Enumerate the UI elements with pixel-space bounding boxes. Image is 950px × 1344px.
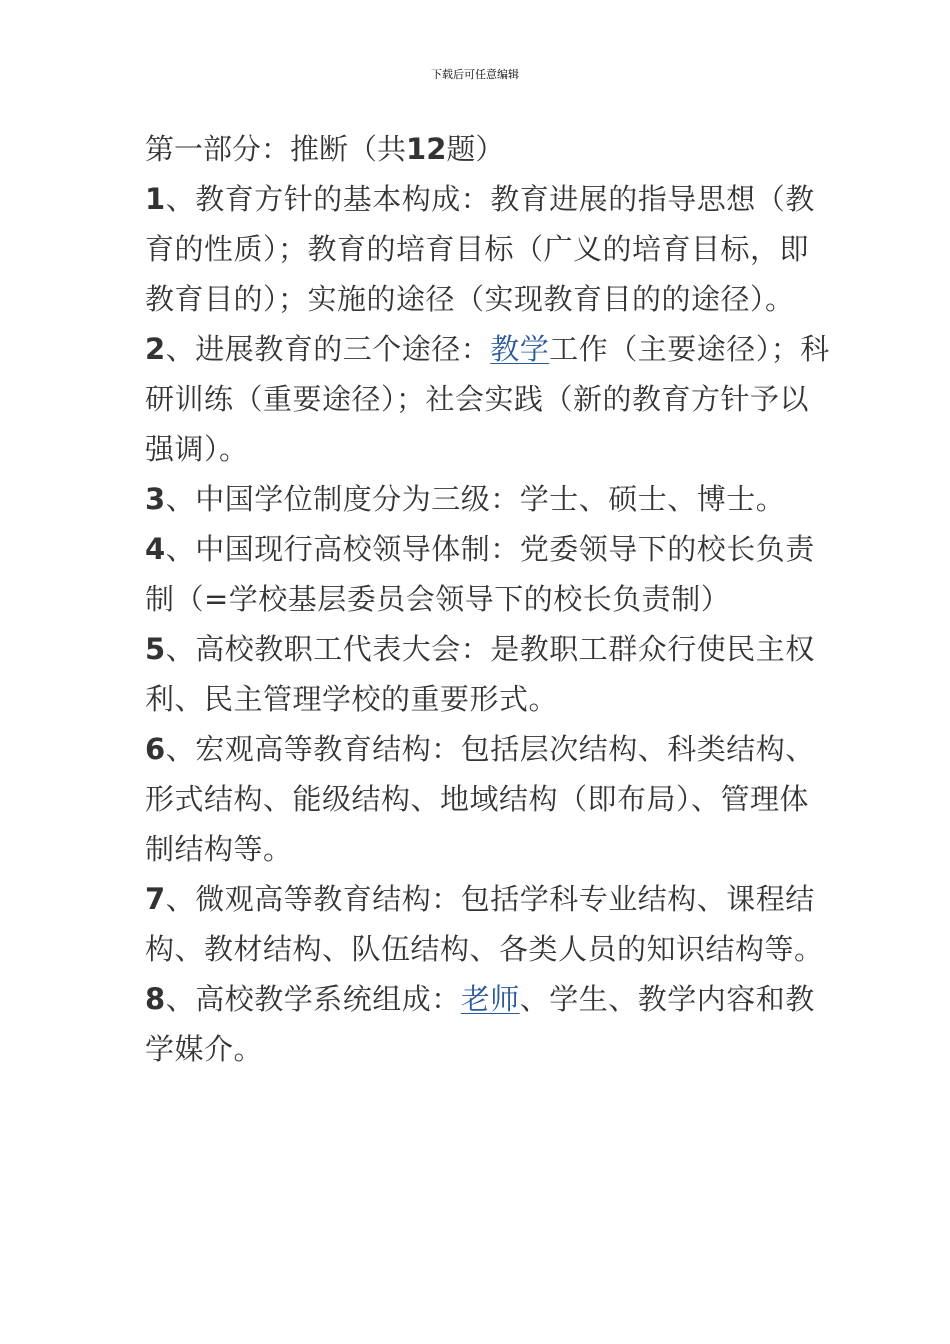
list-item-8	[145, 974, 835, 1074]
item-text-pre: 、高校教学系统组成：	[165, 982, 461, 1016]
list-item-4	[145, 524, 835, 624]
item-number: 3	[145, 482, 166, 516]
link-teaching[interactable]: 教学	[490, 332, 550, 366]
item-number: 1	[145, 182, 166, 216]
item-text-pre: 、进展教育的三个途径：	[165, 332, 491, 366]
header-note: 下载后可任意编辑	[431, 68, 519, 81]
item-number: 2	[145, 332, 166, 366]
document-body	[145, 124, 835, 1074]
item-number: 6	[145, 732, 166, 766]
item-number: 8	[145, 982, 166, 1016]
section-title-count: 12	[406, 132, 447, 166]
list-item-5	[145, 624, 835, 724]
section-title	[145, 124, 835, 174]
item-text: 、教育方针的基本构成：教育进展的指导思想（教育的性质）；教育的培育目标（广义的培育目标，即教育目的）；实施的途径（实现教育目的的途径）。	[145, 182, 815, 316]
link-teacher[interactable]: 老师	[460, 982, 520, 1016]
item-text-post: 、学生、教学内容和教学媒介。	[145, 982, 815, 1066]
item-number: 5	[145, 632, 166, 666]
item-number: 4	[145, 532, 166, 566]
item-text: 、中国学位制度分为三级：学士、硕士、博士。	[165, 482, 786, 516]
item-text: 、微观高等教育结构：包括学科专业结构、课程结构、教材结构、队伍结构、各类人员的知识结构等。	[145, 882, 824, 966]
section-title-prefix: 第一部分：推断（共	[145, 132, 407, 166]
item-number: 7	[145, 882, 166, 916]
list-item-1	[145, 174, 835, 324]
section-title-suffix: 题）	[446, 132, 505, 166]
list-item-7	[145, 874, 835, 974]
list-item-3	[145, 474, 835, 524]
list-item-2	[145, 324, 835, 474]
item-text: 、中国现行高校领导体制：党委领导下的校长负责制（=学校基层委员会领导下的校长负责制）	[145, 532, 815, 616]
list-item-6	[145, 724, 835, 874]
item-text: 、高校教职工代表大会：是教职工群众行使民主权利、民主管理学校的重要形式。	[145, 632, 815, 716]
item-text-post: 工作（主要途径）；科研训练（重要途径）；社会实践（新的教育方针予以强调）。	[145, 332, 830, 466]
item-text: 、宏观高等教育结构：包括层次结构、科类结构、形式结构、能级结构、地域结构（即布局）、管理体制结构等。	[145, 732, 815, 866]
